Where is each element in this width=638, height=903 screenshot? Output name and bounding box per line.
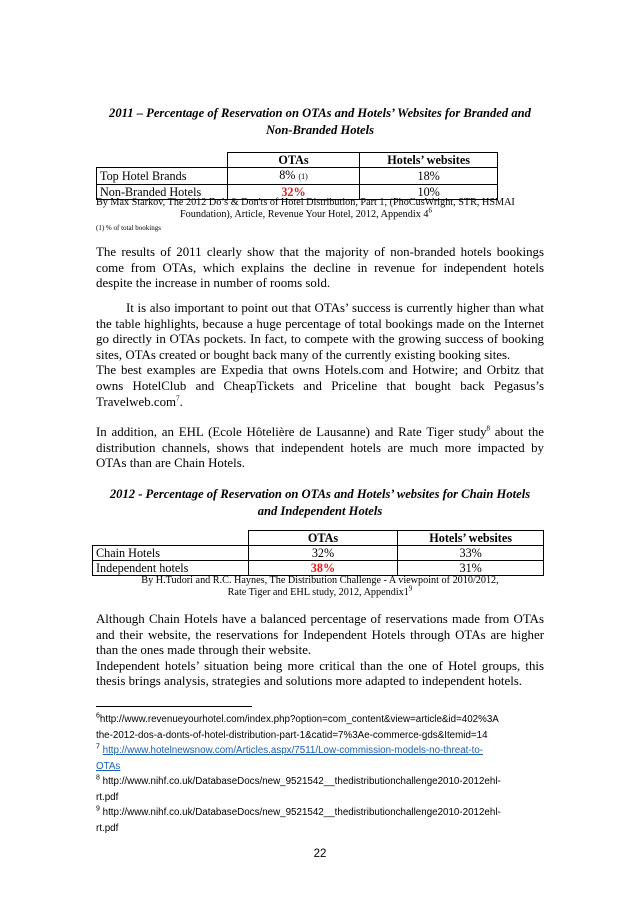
text-line: It is also important to point out that OTAs’ success is currently higher than what bbox=[126, 301, 544, 315]
table1-source-line2-wrap bbox=[96, 206, 548, 221]
table1-header-cell bbox=[97, 153, 228, 168]
table1-cell-otas: 32% bbox=[227, 185, 360, 200]
text-line: go directly in OTAs pockets. In fact, to compete with the growing success of booking bbox=[96, 332, 544, 347]
table2-caption-line1: 2012 - Percentage of Reservation on OTAs and Hotels’ websites for Chain Hotels bbox=[109, 487, 531, 501]
table1-cell-otas bbox=[227, 168, 360, 185]
footnote-line bbox=[96, 712, 552, 728]
footnote-7 bbox=[96, 743, 552, 774]
table1-caption bbox=[96, 105, 544, 139]
text-line: OTAs than are Chain Hotels. bbox=[96, 456, 245, 471]
table2-caption-line2: and Independent Hotels bbox=[257, 504, 383, 518]
text-fragment: . bbox=[179, 394, 183, 409]
text-line: owns HotelClub and CheapTickets and Priceline that bought back Pegasus’s bbox=[96, 378, 544, 393]
table1-note: (1) % of total bookings bbox=[96, 224, 161, 232]
table2-source-line2: Rate Tiger and EHL study, 2012, Appendix1 bbox=[227, 587, 409, 598]
table1-row-label: Top Hotel Brands bbox=[97, 168, 228, 185]
text-line: The best examples are Expedia that owns Hotels.com and Hotwire; and Orbitz that bbox=[96, 363, 544, 378]
footnote-link-cont[interactable]: OTAs bbox=[96, 760, 121, 772]
text-fragment: Travelweb.com bbox=[96, 394, 177, 409]
text-line bbox=[96, 425, 544, 441]
table2-caption bbox=[96, 486, 544, 520]
text-line: The results of 2011 clearly show that the majority of non-branded hotels bookings bbox=[96, 245, 544, 259]
table1-cell-otas-value: 8% bbox=[279, 168, 296, 182]
footnote-number: 9 bbox=[96, 805, 100, 813]
footnote-ref[interactable]: 6 bbox=[428, 206, 432, 215]
paragraph-2 bbox=[96, 301, 544, 410]
footnote-number: 6 bbox=[96, 712, 100, 720]
footnote-url[interactable]: http://www.nihf.co.uk/DatabaseDocs/new_9521542__thedistributionchallenge2010-2012ehl- bbox=[102, 807, 501, 818]
footnote-line bbox=[96, 743, 552, 759]
footnote-ref[interactable]: 8 bbox=[486, 424, 491, 433]
table2-source bbox=[96, 575, 544, 599]
paragraph-4 bbox=[96, 612, 544, 690]
table1-header-otas: OTAs bbox=[227, 153, 360, 168]
paragraph-1 bbox=[96, 245, 544, 292]
table2-source-line1: By H.Tudori and R.C. Haynes, The Distribution Challenge - A viewpoint of 2010/2012, bbox=[141, 575, 499, 586]
page-number: 22 bbox=[313, 848, 327, 860]
table1-cell-websites: 18% bbox=[360, 168, 498, 185]
table2-cell-otas: 32% bbox=[248, 546, 398, 561]
footnote-ref[interactable]: 9 bbox=[408, 584, 413, 593]
table1 bbox=[96, 152, 498, 200]
footnote-8 bbox=[96, 774, 552, 805]
footnote-number: 7 bbox=[96, 743, 100, 751]
text-line bbox=[96, 395, 544, 411]
table2-cell-otas: 38% bbox=[248, 561, 398, 576]
footnote-line bbox=[96, 774, 552, 790]
text-line: despite the increase in number of rooms sold. bbox=[96, 276, 331, 291]
footnote-6 bbox=[96, 712, 552, 743]
footnote-number: 8 bbox=[96, 774, 100, 782]
text-line: Although Chain Hotels have a balanced percentage of reservations made from OTAs bbox=[96, 612, 544, 626]
table2-header-otas: OTAs bbox=[248, 531, 398, 546]
table1-cell-websites: 10% bbox=[360, 185, 498, 200]
paragraph-3 bbox=[96, 425, 544, 472]
footnote-line bbox=[96, 805, 552, 821]
footnote-url[interactable]: http://www.revenueyourhotel.com/index.php?option=com_content&view=article&id=402%3A bbox=[99, 714, 499, 725]
footnote-9 bbox=[96, 805, 552, 836]
table1-header-row bbox=[97, 153, 498, 168]
text-line: the table highlights, because a huge percentage of total bookings made on the Internet bbox=[96, 316, 544, 331]
table2-row-label: Chain Hotels bbox=[93, 546, 249, 561]
text-fragment: about the bbox=[490, 425, 544, 439]
text-line: distribution channels, shows that independent hotels are much more impacted by bbox=[96, 440, 544, 455]
table1-source-line1: By Max Starkov, The 2012 Do’s & Don'ts of Hotel Distribution, Part 1, (PhoCusWright, STR, HSMAI bbox=[96, 197, 515, 208]
table1-caption-line2: Non-Branded Hotels bbox=[265, 123, 375, 137]
table2-header-websites: Hotels’ websites bbox=[398, 531, 544, 546]
table1-caption-line1: 2011 – Percentage of Reservation on OTAs and Hotels’ Websites for Branded and bbox=[109, 106, 531, 120]
table2-cell-websites: 31% bbox=[398, 561, 544, 576]
footnote-separator bbox=[96, 706, 252, 707]
footnote-url[interactable]: http://www.nihf.co.uk/DatabaseDocs/new_9521542__thedistributionchallenge2010-2012ehl- bbox=[102, 776, 501, 787]
table-row bbox=[93, 546, 544, 561]
text-line: than the ones made through their website. bbox=[96, 643, 312, 658]
table1-source-line2: Foundation), Article, Revenue Your Hotel, 2012, Appendix 4 bbox=[180, 209, 429, 220]
table2-cell-websites: 33% bbox=[398, 546, 544, 561]
table-row bbox=[97, 168, 498, 185]
table2-source-line2-wrap bbox=[96, 584, 544, 599]
footnote-link[interactable]: http://www.hotelnewsnow.com/Articles.aspx/7511/Low-commission-models-no-threat-to- bbox=[102, 745, 484, 756]
footnote-ref[interactable]: 7 bbox=[176, 394, 180, 403]
text-line: and their website, the reservations for Independent Hotels through OTAs are higher bbox=[96, 627, 544, 642]
table2 bbox=[92, 530, 544, 576]
footnote-url-cont[interactable]: rt.pdf bbox=[96, 791, 119, 803]
footnote-url-cont[interactable]: rt.pdf bbox=[96, 822, 119, 834]
table-row bbox=[93, 561, 544, 576]
table1-cell-note: (1) bbox=[298, 172, 308, 181]
table2-header-row bbox=[93, 531, 544, 546]
text-line: thesis brings analysis, strategies and solutions more adapted to independent hotels. bbox=[96, 674, 523, 689]
text-line: Independent hotels’ situation being more critical than the one of Hotel groups, this bbox=[96, 658, 544, 673]
table1-header-websites: Hotels’ websites bbox=[360, 153, 498, 168]
table2-header-cell bbox=[93, 531, 249, 546]
text-line: sites, OTAs created or bought back many of the currently existing booking sites. bbox=[96, 347, 511, 362]
table2-row-label: Independent hotels bbox=[93, 561, 249, 576]
footnote-url-cont[interactable]: the-2012-dos-a-donts-of-hotel-distribution-part-1&catid=7%3Ae-commerce-gds&Itemid=14 bbox=[96, 729, 488, 741]
text-line: come from OTAs, which explains the decline in revenue for independent hotels bbox=[96, 260, 544, 275]
table1-row-label: Non-Branded Hotels bbox=[97, 185, 228, 200]
text-fragment: In addition, an EHL (Ecole Hôtelière de Lausanne) and Rate Tiger study bbox=[96, 425, 487, 439]
table1-source bbox=[96, 197, 548, 221]
